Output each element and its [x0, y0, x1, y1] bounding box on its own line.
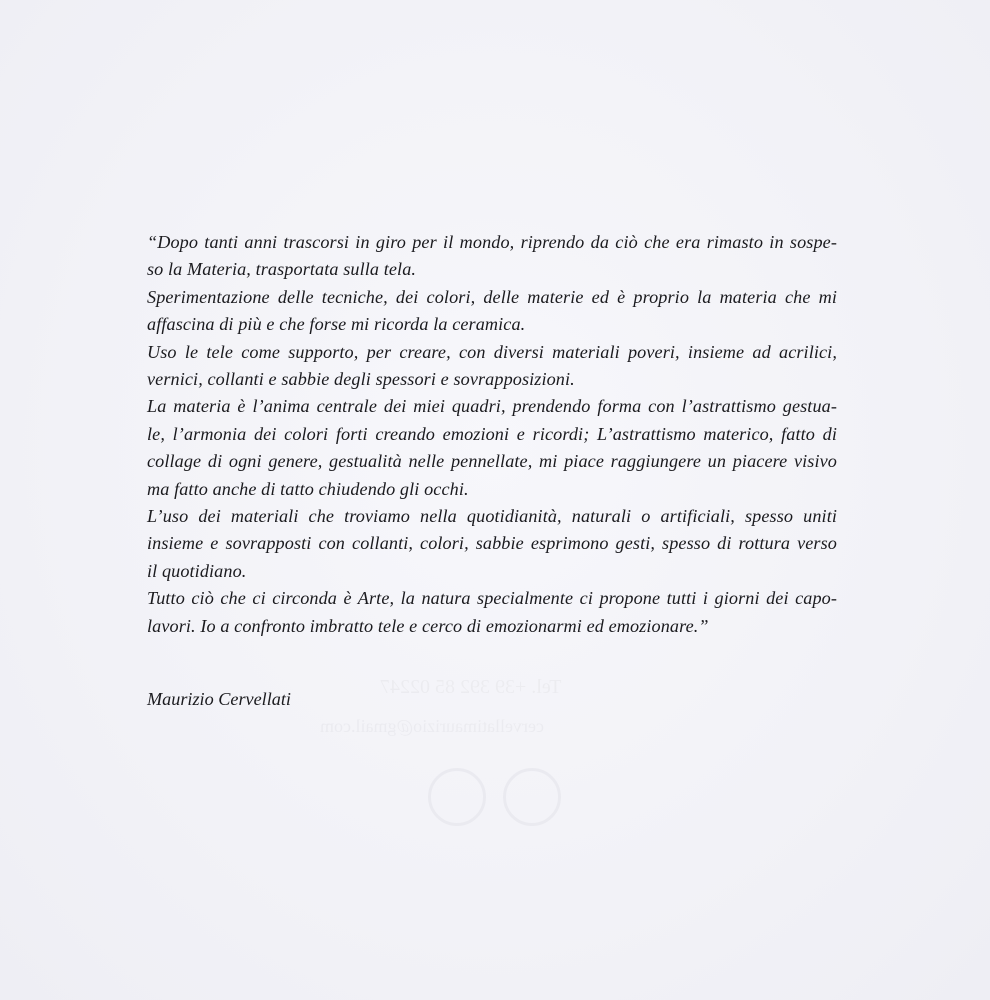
statement-line: so la Materia, trasportata sulla tela. [147, 259, 417, 280]
statement-line: Uso le tele come supporto, per creare, con diversi materiali poveri, insieme ad acrilici, [147, 341, 837, 362]
statement-line: ma fatto anche di tatto chiudendo gli occhi. [147, 478, 469, 499]
statement-line: lavori. Io a confronto imbratto tele e cerco di emozionarmi ed emozionare.” [147, 615, 709, 636]
statement-line: L’uso dei materiali che troviamo nella quotidianità, naturali o artificiali, spesso uniti [147, 506, 837, 527]
show-through-instagram-icon [428, 768, 486, 826]
statement-line: Sperimentazione delle tecniche, dei colori, delle materie ed è proprio la materia che mi [147, 286, 837, 307]
statement-line: le, l’armonia dei colori forti creando emozioni e ricordi; L’astrattismo materico, fatto di [147, 423, 837, 444]
show-through-email [320, 716, 544, 737]
statement-line: affascina di più e che forse mi ricorda la ceramica. [147, 314, 526, 335]
show-through-facebook-icon [503, 768, 561, 826]
statement-line: La materia è l’anima centrale dei miei quadri, prendendo forma con l’astrattismo gestua- [147, 396, 837, 417]
statement-line: “Dopo tanti anni trascorsi in giro per il mondo, riprendo da ciò che era rimasto in sospe- [147, 232, 837, 252]
statement-line: collage di ogni genere, gestualità nelle pennellate, mi piace raggiungere un piacere visivo [147, 451, 837, 472]
show-through-phone [380, 676, 562, 699]
artist-statement [147, 229, 837, 640]
statement-line: insieme e sovrapposti con collanti, colori, sabbie esprimono gesti, spesso di rottura verso [147, 533, 837, 554]
statement-line: Tutto ciò che ci circonda è Arte, la natura specialmente ci propone tutti i giorni dei capo- [147, 588, 837, 609]
author-signature: Maurizio Cervellati [147, 689, 291, 709]
statement-line: il quotidiano. [147, 560, 247, 581]
statement-line: vernici, collanti e sabbie degli spessori e sovrapposizioni. [147, 369, 575, 390]
